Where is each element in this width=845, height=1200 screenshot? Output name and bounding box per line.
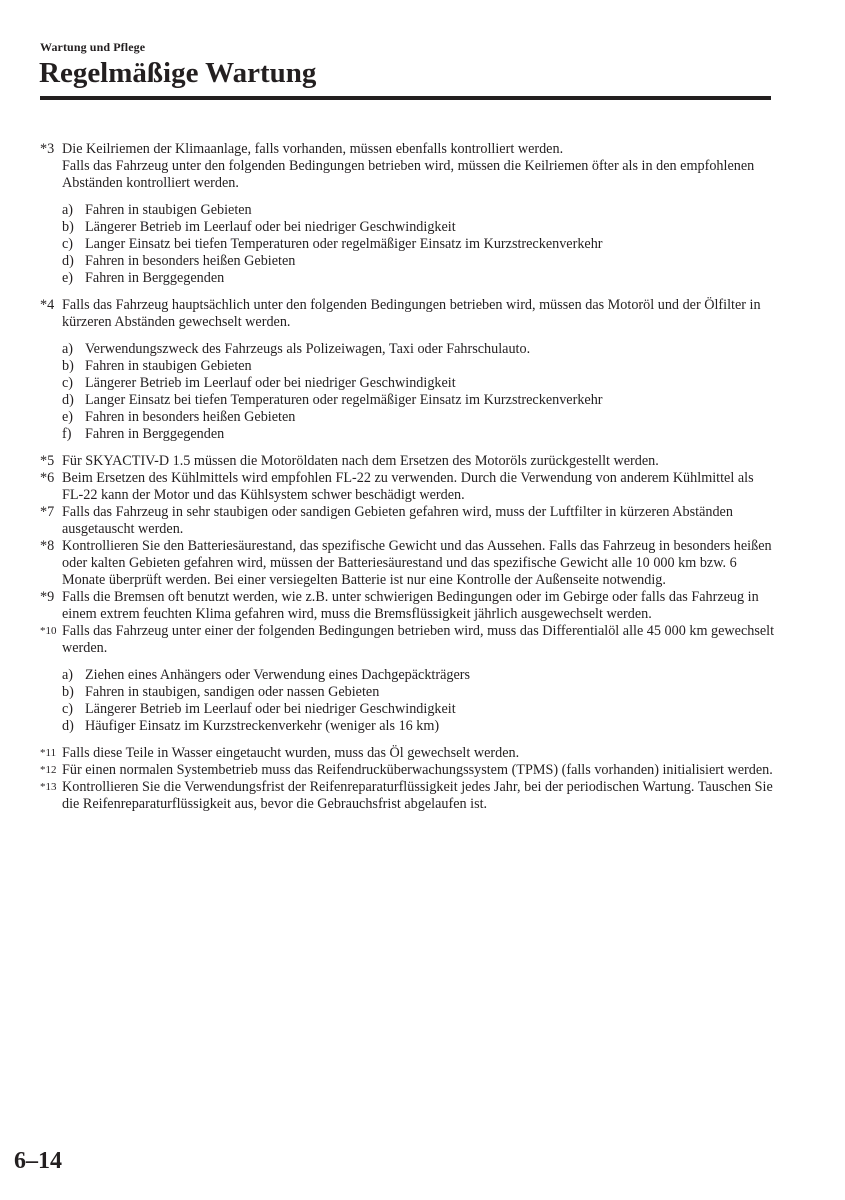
footnote-paragraph — [40, 504, 775, 538]
footnote-paragraph — [40, 158, 775, 192]
list-item — [62, 236, 775, 253]
footnote-text: Für einen normalen Systembetrieb muss das Reifendrucküberwachungssystem (TPMS) (falls vorhanden) initialisiert werden. — [62, 762, 773, 778]
list-item — [62, 684, 775, 701]
list-item-text: Fahren in besonders heißen Gebieten — [85, 409, 296, 425]
footnote-text: Kontrollieren Sie den Batteriesäurestand, das spezifische Gewicht und das Aussehen. Falls das Fahrzeug in besonders heißen oder kalten Gebieten gefahren wird, müssen der Batteriesäurestand und das spezifische Gewicht alle 10 000 km bzw. 6 Monate überprüft werden. Bei einer versiegelten Batterie ist nur eine Kontrolle der Außenseite notwendig. — [62, 538, 772, 588]
footnote-mark: *8 — [40, 538, 55, 554]
footnote-paragraph — [40, 453, 775, 470]
footnote-paragraph — [40, 141, 775, 158]
footnote — [40, 623, 775, 735]
page-title: Regelmäßige Wartung — [39, 57, 317, 89]
title-divider — [40, 96, 771, 100]
footnote-mark: *10 — [40, 625, 57, 637]
footnote-paragraph — [40, 470, 775, 504]
list-item-text: Ziehen eines Anhängers oder Verwendung eines Dachgepäckträgers — [85, 667, 471, 683]
footnote-mark: *11 — [40, 747, 57, 759]
list-item-text: Fahren in staubigen Gebieten — [85, 202, 252, 218]
footnote-text: Beim Ersetzen des Kühlmittels wird empfohlen FL-22 zu verwenden. Durch die Verwendung von anderem Kühlmittel als FL-22 kann der Motor und das Kühlsystem schwer beschädigt werden. — [62, 470, 754, 503]
list-item-letter: e) — [62, 270, 74, 286]
footnote-paragraph — [40, 779, 775, 813]
list-item — [62, 667, 775, 684]
footnote-paragraph — [40, 538, 775, 589]
list-item-text: Fahren in staubigen, sandigen oder nassen Gebieten — [85, 684, 380, 700]
section-header: Wartung und Pflege — [40, 40, 146, 54]
list-item-letter: d) — [62, 253, 74, 269]
list-item-text: Längerer Betrieb im Leerlauf oder bei niedriger Geschwindigkeit — [85, 219, 456, 235]
footnote-mark: *3 — [40, 141, 55, 157]
page-number: 6–14 — [14, 1148, 62, 1174]
footnote-text: Falls die Bremsen oft benutzt werden, wie z.B. unter schwierigen Bedingungen oder im Gebirge oder falls das Fahrzeug in einem extrem feuchten Klima gefahren wird, muss die Bremsflüssigkeit jährlich ausgewechselt werden. — [62, 589, 759, 622]
list-item — [62, 202, 775, 219]
list-item-letter: a) — [62, 202, 74, 218]
footnote — [40, 453, 775, 470]
footnote-paragraph — [40, 297, 775, 331]
list-item — [62, 341, 775, 358]
footnote-mark: *5 — [40, 453, 55, 469]
list-item — [62, 409, 775, 426]
footnote-paragraph — [40, 745, 775, 762]
footnotes-list — [40, 141, 775, 813]
list-item-text: Langer Einsatz bei tiefen Temperaturen oder regelmäßiger Einsatz im Kurzstreckenverkehr — [85, 236, 603, 252]
footnote-mark: *9 — [40, 589, 55, 605]
list-item — [62, 426, 775, 443]
footnote-text: Falls diese Teile in Wasser eingetaucht wurden, muss das Öl gewechselt werden. — [62, 745, 520, 761]
list-item-text: Fahren in besonders heißen Gebieten — [85, 253, 296, 269]
list-item-text: Längerer Betrieb im Leerlauf oder bei niedriger Geschwindigkeit — [85, 701, 456, 717]
list-item — [62, 375, 775, 392]
list-item-letter: a) — [62, 667, 74, 683]
footnote-paragraph — [40, 589, 775, 623]
list-item-letter: f) — [62, 426, 72, 442]
list-item — [62, 270, 775, 287]
footnote — [40, 297, 775, 443]
list-item — [62, 718, 775, 735]
list-item-text: Langer Einsatz bei tiefen Temperaturen oder regelmäßiger Einsatz im Kurzstreckenverkehr — [85, 392, 603, 408]
footnote-paragraph — [40, 762, 775, 779]
footnote — [40, 470, 775, 504]
list-item-letter: d) — [62, 392, 74, 408]
footnote — [40, 538, 775, 589]
list-item — [62, 219, 775, 236]
condition-list — [62, 667, 775, 735]
list-item-text: Häufiger Einsatz im Kurzstreckenverkehr (weniger als 16 km) — [85, 718, 440, 734]
list-item-letter: b) — [62, 358, 74, 374]
condition-list — [62, 202, 775, 287]
footnote-text: Falls das Fahrzeug unter den folgenden Bedingungen betrieben wird, müssen die Keilriemen öfter als in den empfohlenen Abständen kontrolliert werden. — [62, 158, 755, 191]
footnote — [40, 762, 775, 779]
footnote-text: Für SKYACTIV-D 1.5 müssen die Motoröldaten nach dem Ersetzen des Motoröls zurückgestellt werden. — [62, 453, 659, 469]
footnote-paragraph — [40, 623, 775, 657]
list-item-letter: c) — [62, 236, 74, 252]
footnote — [40, 589, 775, 623]
list-item-letter: a) — [62, 341, 74, 357]
footnote-text: Falls das Fahrzeug unter einer der folgenden Bedingungen betrieben wird, muss das Differentialöl alle 45 000 km gewechselt werden. — [62, 623, 775, 656]
footnote-text: Falls das Fahrzeug in sehr staubigen oder sandigen Gebieten gefahren wird, muss der Luftfilter in kürzeren Abständen ausgetauscht werden. — [62, 504, 733, 537]
list-item-letter: c) — [62, 375, 74, 391]
list-item — [62, 392, 775, 409]
list-item — [62, 358, 775, 375]
list-item-text: Längerer Betrieb im Leerlauf oder bei niedriger Geschwindigkeit — [85, 375, 456, 391]
footnote — [40, 141, 775, 287]
list-item — [62, 701, 775, 718]
list-item-letter: c) — [62, 701, 74, 717]
list-item-text: Fahren in staubigen Gebieten — [85, 358, 252, 374]
footnote — [40, 745, 775, 762]
condition-list — [62, 341, 775, 443]
footnote-text: Die Keilriemen der Klimaanlage, falls vorhanden, müssen ebenfalls kontrolliert werden. — [62, 141, 564, 157]
list-item — [62, 253, 775, 270]
footnote-mark: *13 — [40, 781, 57, 793]
footnote-text: Kontrollieren Sie die Verwendungsfrist der Reifenreparaturflüssigkeit jedes Jahr, bei der periodischen Wartung. Tauschen Sie die Reifenreparaturflüssigkeit aus, bevor die Gebrauchsfrist abgelaufen ist. — [62, 779, 773, 812]
footnote — [40, 779, 775, 813]
list-item-letter: e) — [62, 409, 74, 425]
list-item-letter: b) — [62, 219, 74, 235]
footnote-mark: *12 — [40, 764, 57, 776]
footnote-mark — [40, 158, 62, 192]
list-item-letter: d) — [62, 718, 74, 734]
footnote-text: Falls das Fahrzeug hauptsächlich unter den folgenden Bedingungen betrieben wird, müssen das Motoröl und der Ölfilter in kürzeren Abständen gewechselt werden. — [62, 297, 761, 330]
list-item-text: Verwendungszweck des Fahrzeugs als Polizeiwagen, Taxi oder Fahrschulauto. — [85, 341, 531, 357]
footnote — [40, 504, 775, 538]
footnote-mark: *6 — [40, 470, 55, 486]
footnote-mark: *4 — [40, 297, 55, 313]
list-item-text: Fahren in Berggegenden — [85, 426, 225, 442]
footnote-mark: *7 — [40, 504, 55, 520]
list-item-letter: b) — [62, 684, 74, 700]
list-item-text: Fahren in Berggegenden — [85, 270, 225, 286]
